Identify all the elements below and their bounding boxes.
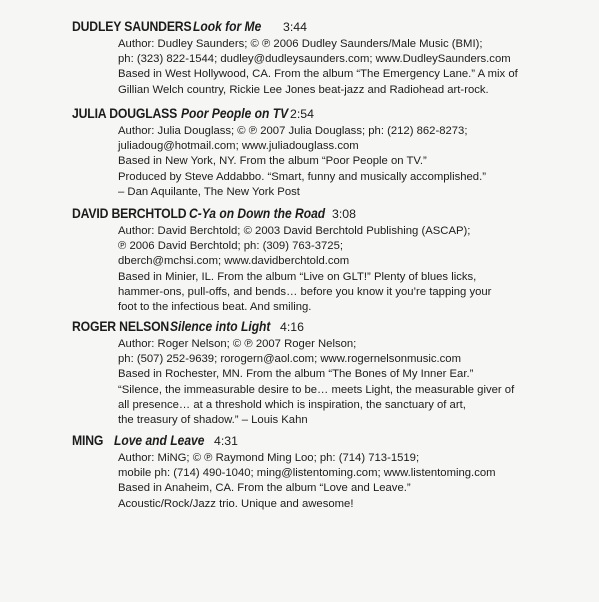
- description-line: ph: (323) 822-1544; dudley@dudleysaunders.com; www.DudleySaunders.com: [118, 53, 511, 66]
- track-title: Poor People on TV: [181, 106, 289, 121]
- description-line: the treasury of shadow.” – Louis Kahn: [118, 414, 308, 427]
- description-line: Author: David Berchtold; © 2003 David Berchtold Publishing (ASCAP);: [118, 225, 471, 237]
- description-line: Author: Dudley Saunders; © ℗ 2006 Dudley Saunders/Male Music (BMI);: [118, 38, 483, 50]
- track-title: Love and Leave: [114, 433, 205, 448]
- track-artist: ROGER NELSON: [72, 319, 170, 334]
- track-duration: 3:44: [283, 20, 307, 34]
- track-title: Silence into Light: [170, 319, 271, 334]
- description-line: Author: Julia Douglass; © ℗ 2007 Julia Douglass; ph: (212) 862-8273;: [118, 125, 468, 137]
- description-line: dberch@mchsi.com; www.davidberchtold.com: [118, 255, 350, 268]
- description-line: mobile ph: (714) 490-1040; ming@listentoming.com; www.listentoming.com: [118, 467, 496, 480]
- track-description: [118, 37, 588, 98]
- track-duration: 2:54: [290, 107, 314, 121]
- description-line: Based in New York, NY. From the album “Poor People on TV.”: [118, 155, 427, 168]
- description-line: ph: (507) 252-9639; rorogern@aol.com; www.rogernelsonmusic.com: [118, 353, 462, 366]
- description-line: Based in Minier, IL. From the album “Live on GLT!” Plenty of blues licks,: [118, 270, 477, 283]
- description-line: hammer-ons, pull-offs, and bends… before you know it you’re tapping your: [118, 285, 492, 298]
- track-description: [118, 451, 588, 512]
- description-line: Author: MiNG; © ℗ Raymond Ming Loo; ph: (714) 713-1519;: [118, 452, 420, 464]
- description-line: Gillian Welch country, Rickie Lee Jones beat-jazz and Radiohead art-rock.: [118, 83, 489, 96]
- description-line: – Dan Aquilante, The New York Post: [118, 185, 300, 198]
- track-artist: JULIA DOUGLASS: [72, 106, 178, 121]
- description-line: all presence… at a threshold which is inspiration, the sanctuary of art,: [118, 398, 466, 411]
- track-title: Look for Me: [193, 19, 262, 34]
- track-duration: 3:08: [332, 207, 356, 221]
- track-description: [118, 337, 588, 428]
- description-line: ℗ 2006 David Berchtold; ph: (309) 763-3725;: [118, 240, 343, 253]
- track-description: [118, 224, 588, 315]
- track-artist: DUDLEY SAUNDERS: [72, 19, 192, 34]
- description-line: Acoustic/Rock/Jazz trio. Unique and awesome!: [118, 497, 354, 510]
- description-line: “Silence, the immeasurable desire to be… meets Light, the measurable giver of: [118, 383, 515, 396]
- description-line: foot to the infectious beat. And smiling.: [118, 301, 312, 314]
- track-artist: DAVID BERCHTOLD: [72, 206, 187, 221]
- description-line: juliadoug@hotmail.com; www.juliadouglass.com: [118, 140, 359, 153]
- track-artist: MING: [72, 433, 104, 448]
- description-line: Based in Rochester, MN. From the album “The Bones of My Inner Ear.”: [118, 368, 474, 381]
- description-line: Based in West Hollywood, CA. From the album “The Emergency Lane.” A mix of: [118, 68, 518, 81]
- track-title: C-Ya on Down the Road: [189, 206, 326, 221]
- description-line: Based in Anaheim, CA. From the album “Love and Leave.”: [118, 482, 411, 495]
- track-duration: 4:16: [280, 320, 304, 334]
- description-line: Produced by Steve Addabbo. “Smart, funny and musically accomplished.”: [118, 170, 486, 183]
- description-line: Author: Roger Nelson; © ℗ 2007 Roger Nelson;: [118, 338, 357, 350]
- track-duration: 4:31: [214, 434, 238, 448]
- track-description: [118, 124, 588, 200]
